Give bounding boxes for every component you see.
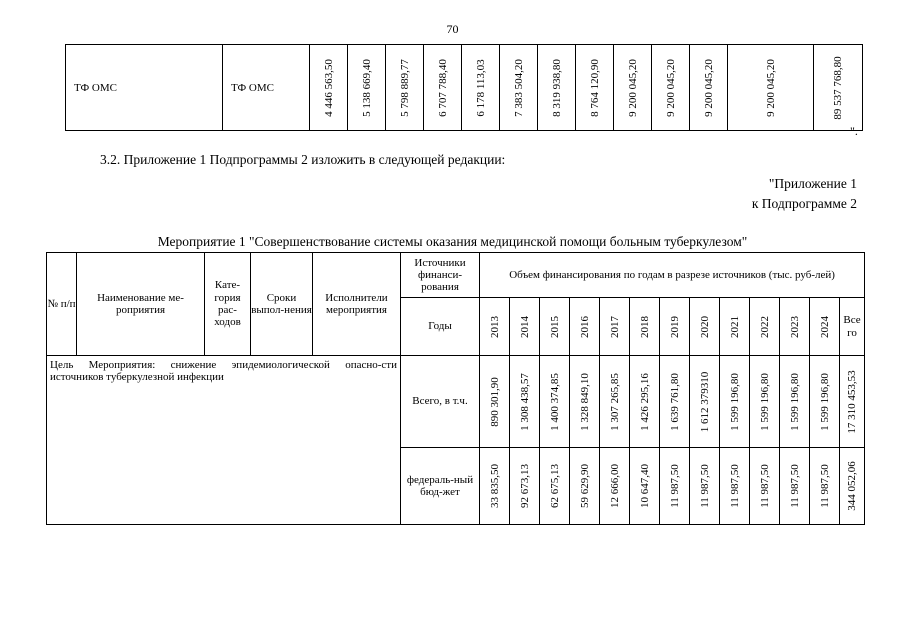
amendment-paragraph: 3.2. Приложение 1 Подпрограммы 2 изложить в следующей редакции:: [100, 152, 506, 167]
value-text: 1 599 196,80: [758, 372, 771, 431]
value-cell: [480, 448, 510, 525]
value-text: 1 612 379310: [698, 371, 711, 432]
total-cell: [840, 356, 865, 448]
value-cell: [690, 448, 720, 525]
main-table: [46, 252, 865, 525]
goal-text: Цель Мероприятия: снижение эпидемиологической опасно-сти источников туберкулезной инфекции: [47, 356, 401, 525]
year-cell: [630, 298, 660, 356]
year-cell: [570, 298, 600, 356]
top-table-value-cell: [462, 45, 500, 131]
value-cell: [750, 356, 780, 448]
value-cell: [510, 448, 540, 525]
top-table-total: 89 537 768,80: [832, 55, 844, 120]
top-table-value: 7 383 504,20: [512, 58, 525, 117]
value-text: 1 426 295,16: [638, 372, 651, 431]
value-cell: [630, 356, 660, 448]
value-text: 1 307 265,85: [608, 372, 621, 431]
closing-quote: ".: [850, 124, 858, 138]
top-table-value-cell: [614, 45, 652, 131]
year-cell: [480, 298, 510, 356]
year-label: 2021: [728, 315, 741, 338]
value-cell: [810, 356, 840, 448]
table-caption: Мероприятие 1 "Совершенствование системы оказания медицинской помощи больным туберкулезом": [157, 234, 748, 249]
year-label: 2014: [518, 315, 531, 338]
top-table-value-cell: [652, 45, 690, 131]
value-cell: [540, 448, 570, 525]
top-table-value: 9 200 045,20: [664, 58, 677, 117]
value-cell: [660, 356, 690, 448]
top-table-cell: ТФ ОМС: [223, 45, 310, 131]
top-table-row: [66, 45, 863, 131]
value-text: 1 599 196,80: [728, 372, 741, 431]
top-table-value-cell: [424, 45, 462, 131]
year-label: 2018: [638, 315, 651, 338]
year-label: 2022: [758, 315, 771, 338]
value-text: 59 629,90: [578, 464, 591, 508]
top-table: [65, 44, 863, 131]
top-table-value: 6 707 788,40: [436, 58, 449, 117]
header-total: Все го: [840, 298, 865, 356]
header-years-label: Годы: [401, 298, 480, 356]
year-cell: [600, 298, 630, 356]
top-table-value-cell: [386, 45, 424, 131]
value-text: 1 599 196,80: [818, 372, 831, 431]
value-cell: [660, 448, 690, 525]
header-terms: Сроки выпол-нения: [251, 253, 313, 356]
value-cell: [510, 356, 540, 448]
value-text: 1 328 849,10: [578, 372, 591, 431]
value-cell: [750, 448, 780, 525]
value-cell: [690, 356, 720, 448]
value-cell: [780, 356, 810, 448]
year-label: 2019: [668, 315, 681, 338]
top-table-value: 9 200 045,20: [764, 58, 777, 117]
value-text: 11 987,50: [728, 464, 741, 508]
header-name: Наименование ме-роприятия: [77, 253, 205, 356]
year-label: 2013: [488, 315, 501, 338]
header-row: [47, 253, 865, 298]
top-table-total-cell: [814, 45, 863, 131]
source-label: федераль-ный бюд-жет: [401, 448, 480, 525]
value-text: 11 987,50: [818, 464, 831, 508]
value-cell: [540, 356, 570, 448]
year-cell: [660, 298, 690, 356]
year-cell: [720, 298, 750, 356]
value-cell: [600, 448, 630, 525]
value-text: 890 301,90: [488, 376, 501, 427]
top-table-value: 8 319 938,80: [550, 58, 563, 117]
value-cell: [570, 448, 600, 525]
top-table-value-cell: [310, 45, 348, 131]
value-cell: [780, 448, 810, 525]
value-cell: [720, 356, 750, 448]
year-label: 2016: [578, 315, 591, 338]
top-table-value-cell: [500, 45, 538, 131]
value-cell: [630, 448, 660, 525]
top-table-value-cell: [728, 45, 814, 131]
year-cell: [510, 298, 540, 356]
year-cell: [540, 298, 570, 356]
top-table-value-cell: [690, 45, 728, 131]
top-table-cell: ТФ ОМС: [66, 45, 223, 131]
value-cell: [570, 356, 600, 448]
year-cell: [690, 298, 720, 356]
top-table-value: 6 178 113,03: [474, 58, 487, 117]
header-num: № п/п: [47, 253, 77, 356]
value-text: 11 987,50: [698, 464, 711, 508]
header-category: Кате-гория рас-ходов: [205, 253, 251, 356]
value-text: 1 599 196,80: [788, 372, 801, 431]
top-table-value: 5 138 669,40: [360, 58, 373, 117]
value-cell: [810, 448, 840, 525]
value-text: 11 987,50: [668, 464, 681, 508]
value-text: 10 647,40: [638, 464, 651, 508]
year-label: 2017: [608, 315, 621, 338]
total-text: 344 052,06: [845, 461, 858, 511]
year-cell: [780, 298, 810, 356]
value-text: 62 675,13: [548, 464, 561, 508]
value-text: 1 308 438,57: [518, 372, 531, 431]
value-text: 11 987,50: [788, 464, 801, 508]
appendix-title: "Приложение 1: [768, 176, 857, 191]
header-sources: Источники финанси-рования: [401, 253, 480, 298]
table-row: [47, 356, 865, 448]
appendix-subtitle: к Подпрограмме 2: [751, 196, 857, 211]
value-text: 1 400 374,85: [548, 372, 561, 431]
year-cell: [810, 298, 840, 356]
value-text: 1 639 761,80: [668, 372, 681, 431]
year-label: 2015: [548, 315, 561, 338]
year-cell: [750, 298, 780, 356]
top-table-value-cell: [348, 45, 386, 131]
value-text: 92 673,13: [518, 464, 531, 508]
top-table-value: 9 200 045,20: [626, 58, 639, 117]
value-text: 33 835,50: [488, 464, 501, 508]
top-table-value: 5 798 889,77: [398, 58, 411, 117]
total-cell: [840, 448, 865, 525]
value-cell: [600, 356, 630, 448]
top-table-value: 9 200 045,20: [702, 58, 715, 117]
value-cell: [720, 448, 750, 525]
page-number: 70: [446, 22, 459, 36]
header-volume: Объем финансирования по годам в разрезе источников (тыс. руб-лей): [480, 253, 865, 298]
year-label: 2020: [698, 315, 711, 338]
source-label: Всего, в т.ч.: [401, 356, 480, 448]
year-label: 2023: [788, 315, 801, 338]
value-text: 11 987,50: [758, 464, 771, 508]
value-text: 12 666,00: [608, 464, 621, 508]
top-table-value: 8 764 120,90: [588, 58, 601, 117]
total-text: 17 310 453,53: [845, 369, 858, 434]
year-label: 2024: [818, 315, 831, 338]
value-cell: [480, 356, 510, 448]
top-table-value-cell: [576, 45, 614, 131]
top-table-value: 4 446 563,50: [322, 58, 335, 117]
top-table-value-cell: [538, 45, 576, 131]
header-executors: Исполнители мероприятия: [313, 253, 401, 356]
